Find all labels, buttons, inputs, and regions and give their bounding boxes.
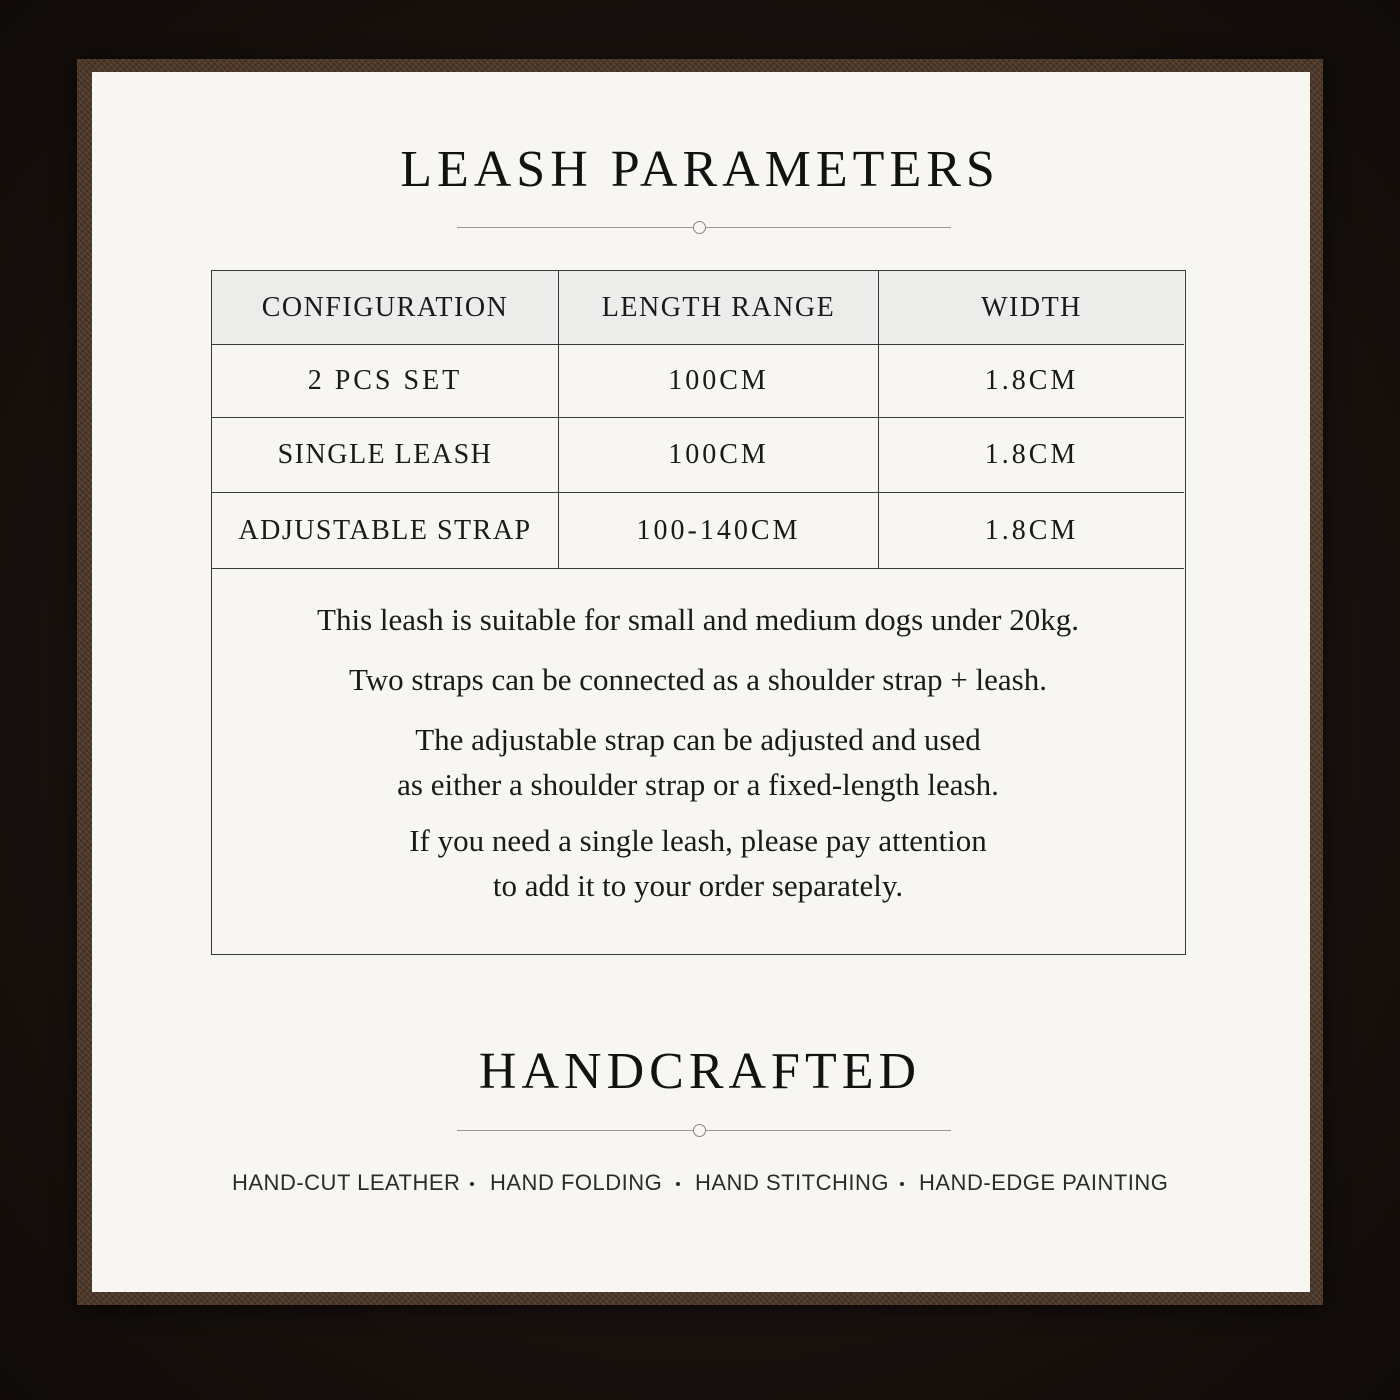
- table-cell-width: 1.8CM: [984, 365, 1079, 396]
- craft-item: HAND FOLDING: [490, 1170, 663, 1195]
- bullet-separator-icon: [676, 1182, 680, 1186]
- table-row: [212, 418, 1184, 493]
- table-cell-width: 1.8CM: [984, 514, 1079, 546]
- table-cell-length: 100-140CM: [559, 493, 879, 568]
- table-cell-configuration: SINGLE LEASH: [212, 418, 559, 492]
- note-text: The adjustable strap can be adjusted and used: [415, 722, 981, 757]
- note-text: If you need a single leash, please pay attention: [409, 823, 987, 858]
- header-cell-length-range: LENGTH RANGE: [559, 271, 879, 344]
- table-cell-configuration: 2 PCS SET: [212, 345, 559, 417]
- table-row: [212, 345, 1184, 418]
- table-header-row: [212, 271, 1184, 345]
- craft-item: HAND-CUT LEATHER: [232, 1170, 461, 1195]
- craft-process-list: [0, 1170, 1400, 1200]
- note-text: as either a shoulder strap or a fixed-length leash.: [397, 767, 999, 802]
- craft-item: HAND-EDGE PAINTING: [919, 1170, 1169, 1195]
- note-text: Two straps can be connected as a shoulder strap + leash.: [349, 662, 1047, 697]
- note-text: to add it to your order separately.: [492, 868, 904, 903]
- divider-circle-icon: [693, 221, 706, 234]
- bullet-separator-icon: [470, 1182, 474, 1186]
- table-cell-length: 100CM: [559, 345, 879, 417]
- header-cell-configuration: CONFIGURATION: [212, 271, 559, 344]
- table-cell-width: 1.8CM: [984, 439, 1079, 470]
- header-cell-width: WIDTH: [981, 291, 1082, 323]
- note-text: This leash is suitable for small and medium dogs under 20kg.: [317, 602, 1079, 637]
- title-divider: [457, 221, 951, 235]
- table-cell-configuration: ADJUSTABLE STRAP: [212, 493, 559, 568]
- divider-circle-icon: [693, 1124, 706, 1137]
- parameters-table: [211, 270, 1186, 955]
- table-row: [212, 493, 1184, 569]
- parameters-title: LEASH PARAMETERS: [400, 141, 1000, 198]
- table-cell-length: 100CM: [559, 418, 879, 492]
- handcrafted-title: HANDCRAFTED: [478, 1043, 922, 1100]
- bullet-separator-icon: [900, 1182, 904, 1186]
- handcrafted-divider: [457, 1124, 951, 1138]
- craft-item: HAND STITCHING: [695, 1170, 889, 1195]
